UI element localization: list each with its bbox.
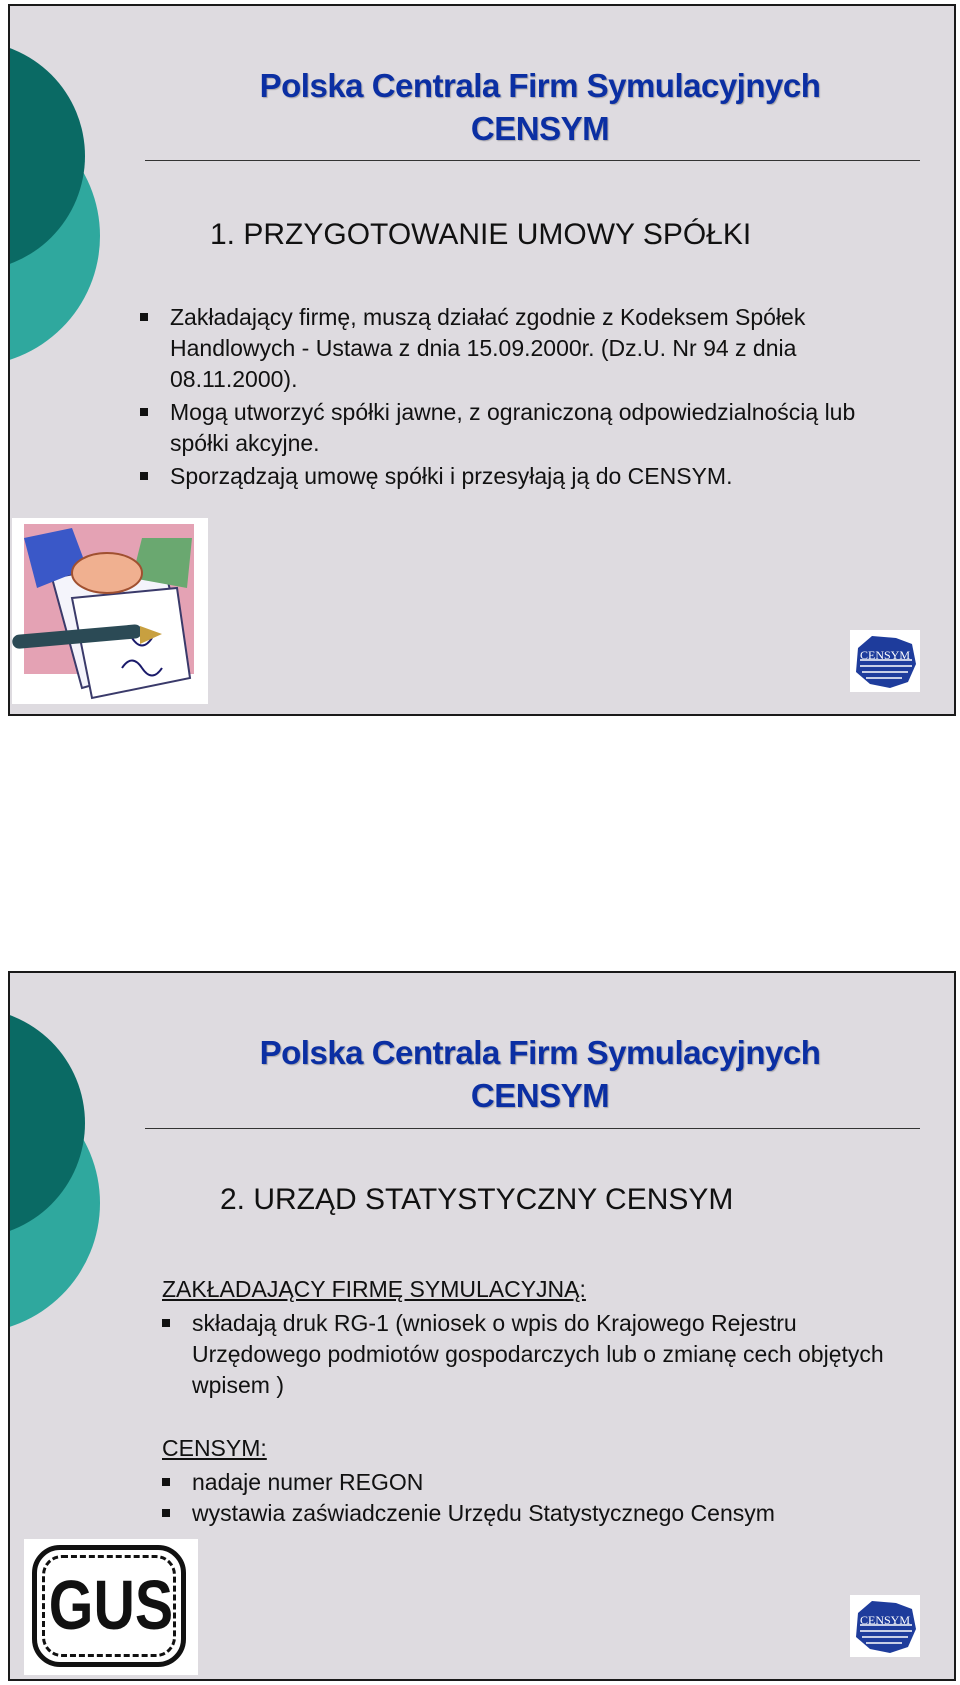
title-divider [145, 1128, 920, 1129]
list-item: nadaje numer REGON [162, 1467, 902, 1498]
section-heading: 1. PRZYGOTOWANIE UMOWY SPÓŁKI [210, 218, 752, 251]
bullet-icon [140, 408, 148, 416]
list-item: składają druk RG-1 (wniosek o wpis do Krajowego Rejestru Urzędowego podmiotów gospodarczych lub o zmianę cech objętych wpisem ) [162, 1308, 902, 1401]
list-item: Zakładający firmę, muszą działać zgodnie z Kodeksem Spółek Handlowych - Ustawa z dnia 15.09.2000r. (Dz.U. Nr 94 z dnia 08.11.2000). [140, 302, 860, 395]
bullet-icon [162, 1319, 170, 1327]
gus-logo [24, 1539, 198, 1675]
decorative-circles [10, 973, 130, 1333]
bullet-icon [140, 313, 148, 321]
gus-logo-text: GUS [48, 1566, 174, 1644]
bullet-icon [162, 1509, 170, 1517]
section-heading: 2. URZĄD STATYSTYCZNY CENSYM [220, 1183, 734, 1216]
title-divider [145, 160, 920, 161]
censym-logo-text: CENSYM [859, 1613, 910, 1627]
decorative-circles [10, 6, 130, 366]
slide-1 [8, 4, 956, 716]
bullet-list [140, 302, 860, 494]
list-item: Mogą utworzyć spółki jawne, z ograniczoną odpowiedzialnością lub spółki akcyjne. [140, 397, 860, 459]
slide-title: Polska Centrala Firm Symulacyjnych CENSYM [259, 1034, 821, 1114]
bullet-icon [140, 472, 148, 480]
founders-label: ZAKŁADAJĄCY FIRMĘ SYMULACYJNĄ: [162, 1276, 586, 1302]
handshake-contract-icon [12, 518, 208, 704]
censym-logo-text: CENSYM [859, 648, 910, 662]
censym-label: CENSYM: [162, 1435, 267, 1461]
founders-bullet-list [162, 1308, 902, 1403]
list-item: Sporządzają umowę spółki i przesyłają ją do CENSYM. [140, 461, 860, 492]
slide-2 [8, 971, 956, 1681]
censym-bullet-list [162, 1467, 902, 1531]
bullet-icon [162, 1478, 170, 1486]
slide-title: Polska Centrala Firm Symulacyjnych CENSYM [259, 67, 821, 147]
list-item: wystawia zaświadczenie Urzędu Statystycznego Censym [162, 1498, 902, 1529]
